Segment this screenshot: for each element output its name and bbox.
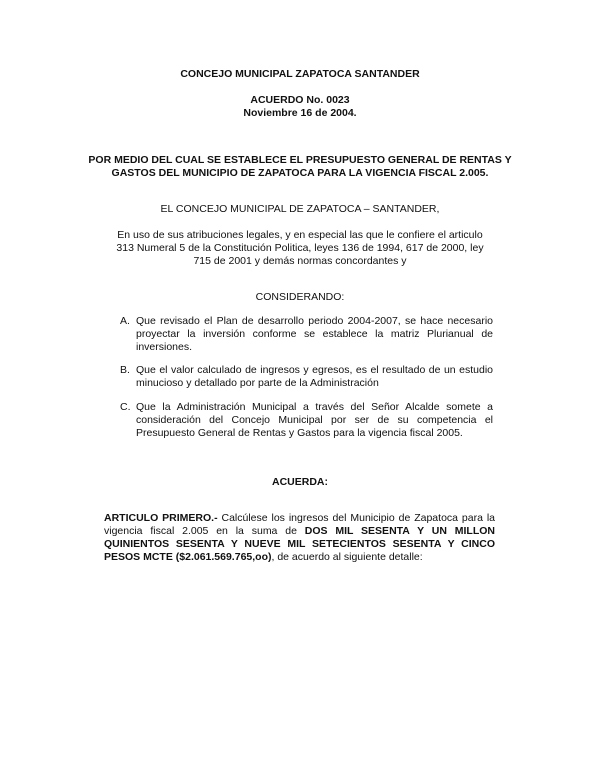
item-text: Que la Administración Municipal a través del Señor Alcalde somete a consideración del Concejo Municipal por ser de su competencia el Presupuesto General de Rentas y Gastos para la vigencia fiscal 2005.: [136, 401, 493, 439]
item-letter: C.: [120, 401, 131, 413]
powers-line-1: En uso de sus atribuciones legales, y en especial las que le confiere el articulo: [117, 229, 483, 241]
considering-heading: CONSIDERANDO:: [255, 291, 345, 303]
purpose-line-1: POR MEDIO DEL CUAL SE ESTABLECE EL PRESUPUESTO GENERAL DE RENTAS Y: [88, 154, 512, 166]
item-letter: A.: [120, 315, 130, 327]
agreement-number: ACUERDO No. 0023: [250, 94, 350, 106]
consideration-item: [120, 364, 495, 392]
article-text-b: , de acuerdo al siguiente detalle:: [271, 551, 423, 563]
item-text: Que revisado el Plan de desarrollo periodo 2004-2007, se hace necesario proyectar la inversión conforme se establece la matriz Plurianual de inversiones.: [136, 315, 493, 353]
consideration-item: [120, 315, 495, 355]
council-heading: CONCEJO MUNICIPAL ZAPATOCA SANTANDER: [180, 68, 420, 80]
item-text: Que el valor calculado de ingresos y egresos, es el resultado de un estudio minucioso y detallado por parte de la Administración: [136, 364, 493, 389]
article-text-a: Calcúlese los ingresos del Municipio de Zapatoca para la vigencia fiscal 2.005 en la suma de: [104, 512, 496, 537]
consideration-item: [120, 401, 495, 441]
issuer-line: EL CONCEJO MUNICIPAL DE ZAPATOCA – SANTANDER,: [160, 203, 440, 215]
article-amount: DOS MIL SESENTA Y UN MILLON QUINIENTOS SESENTA Y NUEVE MIL SETECIENTOS SESENTA Y CINCO PESOS MCTE ($2.061.569.765,oo): [104, 525, 495, 563]
article-one: [104, 512, 495, 564]
agrees-heading: ACUERDA:: [272, 476, 328, 488]
powers-line-2: 313 Numeral 5 de la Constitución Politica, leyes 136 de 1994, 617 de 2000, ley: [116, 242, 484, 254]
item-letter: B.: [120, 364, 130, 376]
purpose-line-2: GASTOS DEL MUNICIPIO DE ZAPATOCA PARA LA VIGENCIA FISCAL 2.005.: [111, 167, 489, 179]
agreement-date: Noviembre 16 de 2004.: [243, 107, 357, 119]
article-label: ARTICULO PRIMERO.-: [104, 512, 218, 524]
powers-line-3: 715 de 2001 y demás normas concordantes y: [193, 255, 407, 267]
